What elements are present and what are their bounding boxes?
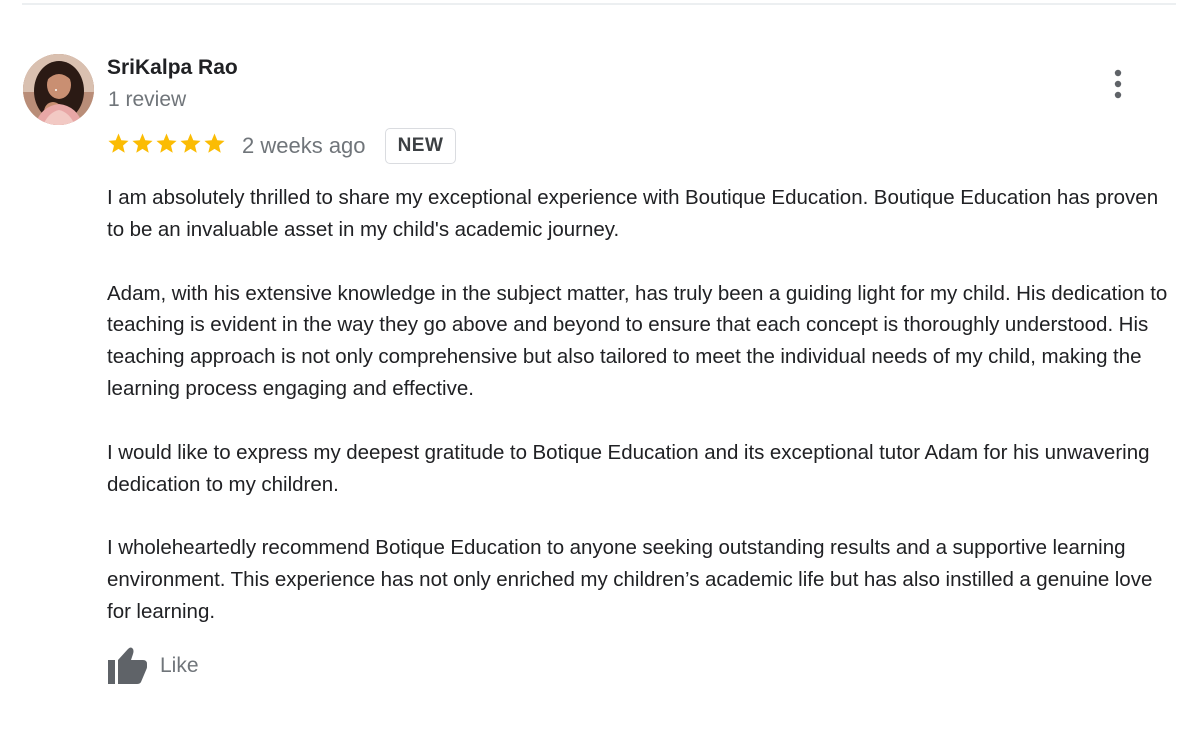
star-rating <box>107 132 226 155</box>
star-icon <box>155 132 178 155</box>
like-label: Like <box>160 654 199 677</box>
star-icon <box>179 132 202 155</box>
review-paragraph: I would like to express my deepest gratitude to Botique Education and its exceptional tutor Adam for his unwavering dedication to my children. <box>107 440 1150 496</box>
star-icon <box>107 132 130 155</box>
more-options-button[interactable] <box>1100 64 1136 104</box>
thumbs-up-icon <box>106 646 148 686</box>
avatar-photo <box>23 54 94 125</box>
reviewer-name[interactable]: SriKalpa Rao <box>107 56 238 79</box>
reviewer-review-count: 1 review <box>108 88 187 111</box>
star-icon <box>131 132 154 155</box>
new-badge: NEW <box>385 128 456 164</box>
avatar[interactable] <box>23 54 94 125</box>
review-paragraph: I am absolutely thrilled to share my exceptional experience with Boutique Education. Boutique Education has proven to be an invaluable asset in my child's academic journey. <box>107 186 1159 241</box>
review-paragraph: Adam, with his extensive knowledge in the subject matter, has truly been a guiding light for my child. His dedication to teaching is evident in the way they go above and beyond to ensure that each concept is thoroughly understood. His teaching approach is not only comprehensive but also tailored to meet the individual needs of my child, making the learning process engaging and effective. <box>107 281 1168 400</box>
star-icon <box>203 132 226 155</box>
review-date: 2 weeks ago <box>242 133 366 158</box>
like-button[interactable] <box>106 646 199 686</box>
review-paragraph: I wholeheartedly recommend Botique Education to anyone seeking outstanding results and a supportive learning environment. This experience has not only enriched my children’s academic life but has also instilled a genuine love for learning. <box>107 536 1153 623</box>
more-vertical-icon <box>1114 69 1122 99</box>
review-text <box>107 182 1179 628</box>
